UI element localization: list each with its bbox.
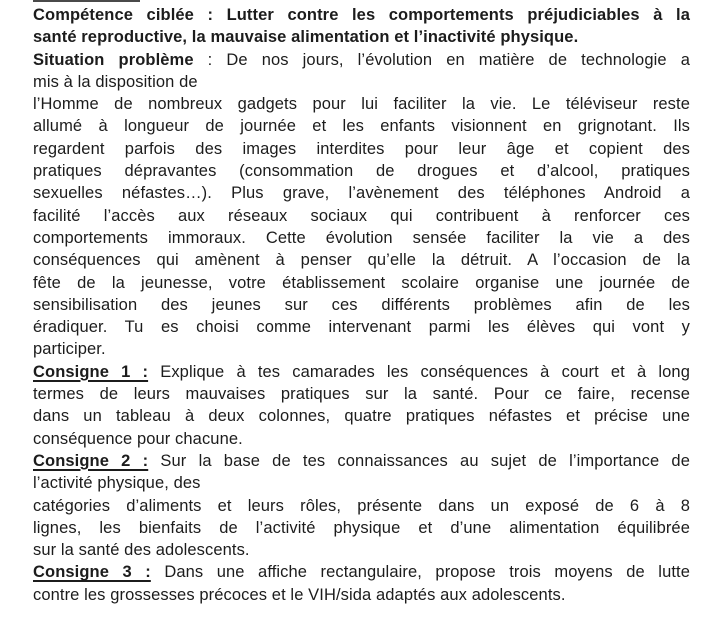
text-line bbox=[33, 26, 690, 48]
text-segment: termes de leurs mauvaises pratiques sur la santé. Pour ce faire, recense bbox=[33, 385, 690, 404]
text-line bbox=[33, 361, 690, 383]
text-segment: Sur la base de tes connaissances au sujet de l’importance de bbox=[148, 451, 690, 470]
text-line bbox=[33, 495, 690, 517]
text-segment: allumé à longueur de journée et les enfants visionnent en grignotant. Ils bbox=[33, 117, 690, 136]
text-line bbox=[33, 49, 690, 71]
text-line bbox=[33, 316, 690, 338]
text-segment: l’Homme de nombreux gadgets pour lui faciliter la vie. Le téléviseur reste bbox=[33, 95, 690, 114]
text-line bbox=[33, 249, 690, 271]
text-line bbox=[33, 71, 690, 93]
text-line bbox=[33, 93, 690, 115]
text-segment: participer. bbox=[33, 340, 106, 359]
text-segment: conséquences qui amènent à penser qu’elle la détruit. A l’occasion de la bbox=[33, 251, 690, 270]
text-segment: santé reproductive, la mauvaise alimentation et l’inactivité physique. bbox=[33, 28, 579, 47]
text-line bbox=[33, 294, 690, 316]
text-line bbox=[33, 584, 690, 606]
text-segment: contre les grossesses précoces et le VIH/sida adaptés aux adolescents. bbox=[33, 585, 566, 604]
text-line bbox=[33, 205, 690, 227]
text-segment: sexuelles néfastes…). Plus grave, l’avènement des téléphones Android a bbox=[33, 184, 690, 203]
text-segment: conséquence pour chacune. bbox=[33, 429, 243, 448]
consigne-label: Consigne 2 : bbox=[33, 451, 149, 470]
text-line bbox=[33, 160, 690, 182]
text-segment: : De nos jours, l’évolution en matière de technologie a bbox=[193, 50, 690, 69]
text-line bbox=[33, 428, 690, 450]
text-line bbox=[33, 472, 690, 494]
consigne-label: Consigne 1 : bbox=[33, 362, 149, 381]
text-line bbox=[33, 405, 690, 427]
text-segment: pratiques dépravantes (consommation de drogues et d’alcool, pratiques bbox=[33, 162, 690, 181]
text-line bbox=[33, 561, 690, 583]
text-segment: sur la santé des adolescents. bbox=[33, 541, 250, 560]
text-line bbox=[33, 138, 690, 160]
text-line bbox=[33, 383, 690, 405]
text-line bbox=[33, 182, 690, 204]
text-line bbox=[33, 517, 690, 539]
text-line bbox=[33, 450, 690, 472]
cut-off-underline-artifact bbox=[33, 0, 140, 2]
text-line bbox=[33, 227, 690, 249]
text-segment: Compétence ciblée : Lutter contre les comportements préjudiciables à la bbox=[33, 6, 690, 24]
text-line bbox=[33, 338, 690, 360]
consigne-label: Consigne 3 : bbox=[33, 563, 151, 582]
text-segment: éradiquer. Tu es choisi comme intervenant parmi les élèves qui vont y bbox=[33, 318, 690, 337]
text-line bbox=[33, 115, 690, 137]
text-segment: Situation problème bbox=[33, 50, 194, 69]
text-segment: l’activité physique, des bbox=[33, 474, 201, 493]
text-segment: comportements immoraux. Cette évolution sensée faciliter la vie a des bbox=[33, 228, 690, 247]
text-segment: Explique à tes camarades les conséquences à court et à long bbox=[148, 362, 690, 381]
text-segment: lignes, les bienfaits de l’activité physique et d’une alimentation équilibrée bbox=[33, 518, 690, 537]
text-segment: Dans une affiche rectangulaire, propose trois moyens de lutte bbox=[150, 563, 690, 582]
text-segment: sensibilisation des jeunes sur ces différents problèmes afin de les bbox=[33, 295, 690, 314]
text-segment: facilité l’accès aux réseaux sociaux qui contribuent à renforcer ces bbox=[33, 206, 690, 225]
text-segment: mis à la disposition de bbox=[33, 72, 198, 91]
text-line bbox=[33, 539, 690, 561]
text-segment: catégories d’aliments et leurs rôles, présente dans un exposé de 6 à 8 bbox=[33, 496, 690, 515]
text-segment: dans un tableau à deux colonnes, quatre pratiques néfastes et précise une bbox=[33, 407, 690, 426]
text-line bbox=[33, 272, 690, 294]
document-text bbox=[33, 4, 690, 606]
text-segment: regardent parfois des images interdites pour leur âge et copient des bbox=[33, 139, 690, 158]
text-segment: fête de la jeunesse, votre établissement scolaire organise une journée de bbox=[33, 273, 690, 292]
text-line bbox=[33, 4, 690, 26]
